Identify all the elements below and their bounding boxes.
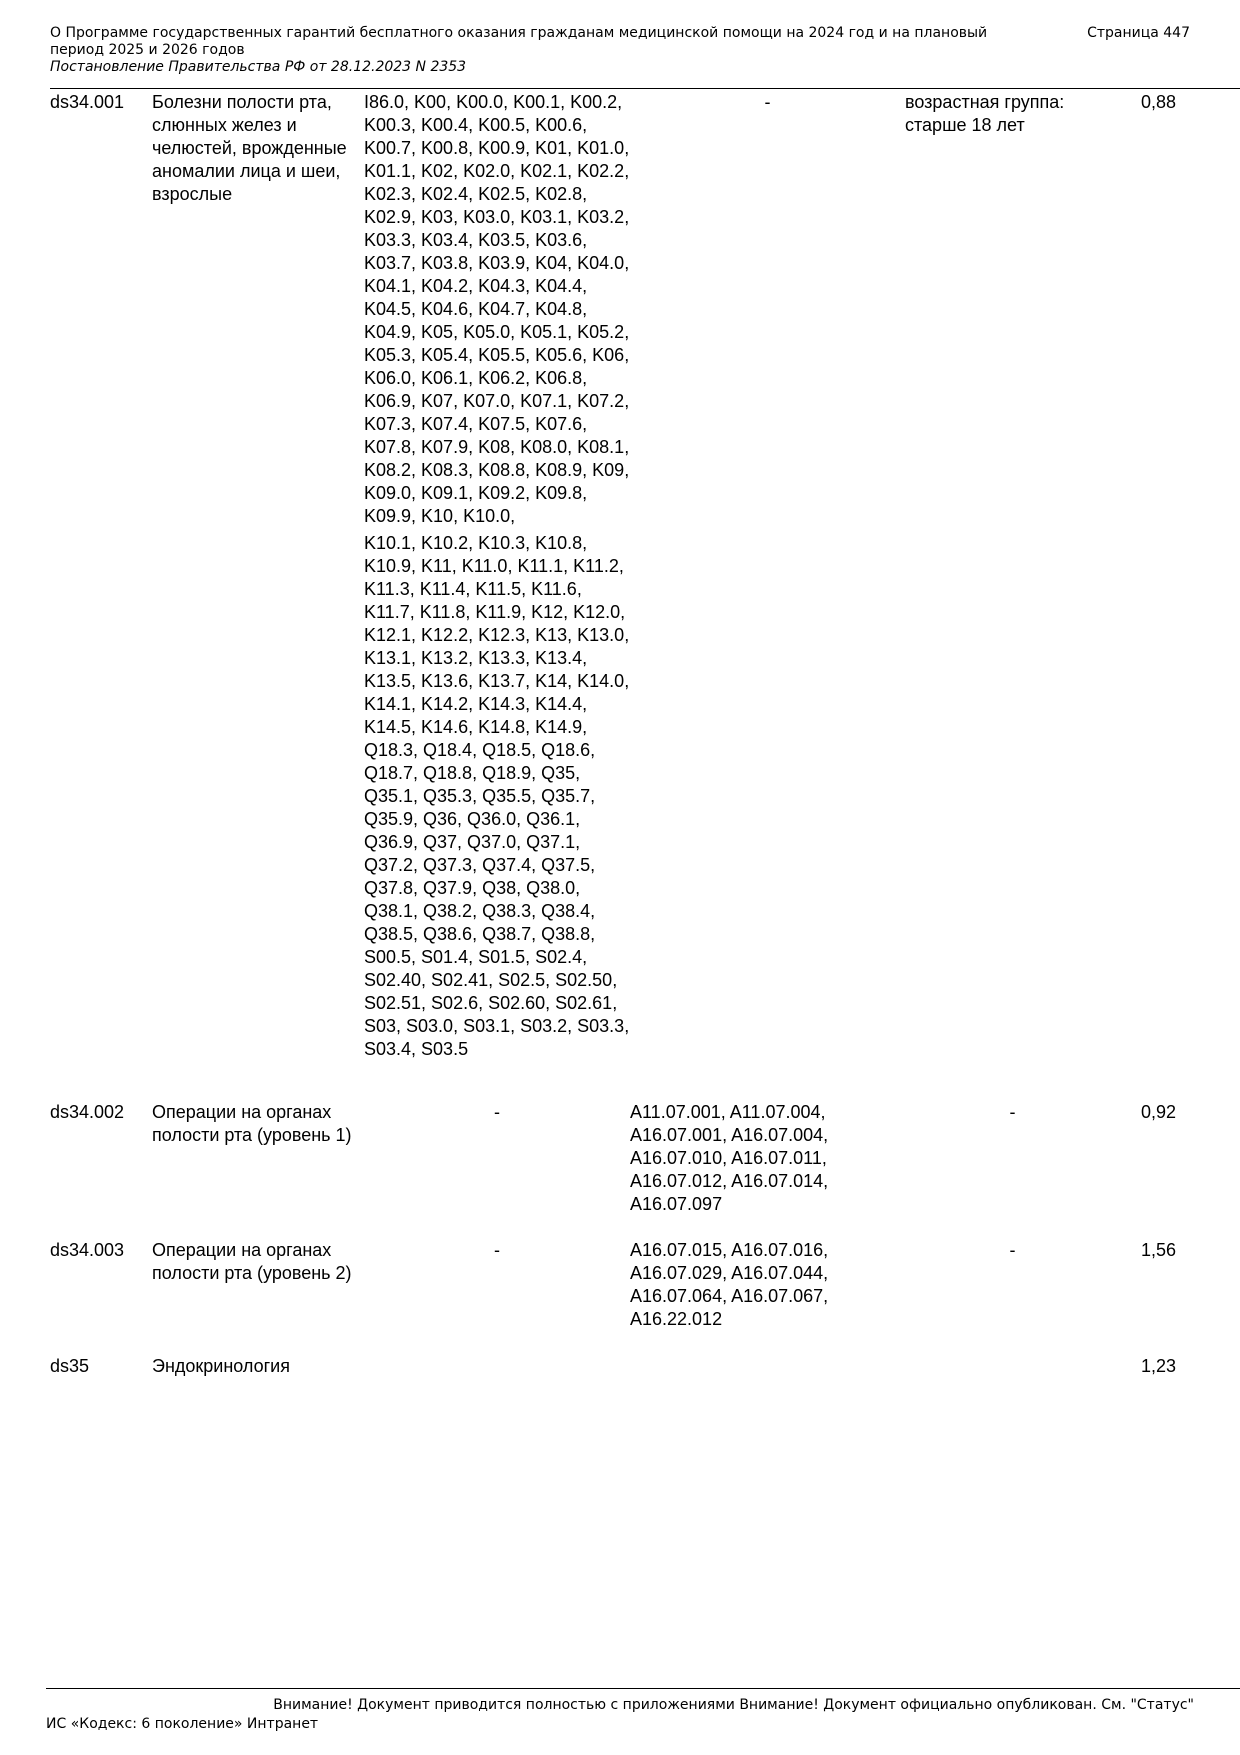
service-codes [630,1355,905,1378]
diagnosis-codes [364,91,630,1101]
document-subtitle: Постановление Правительства РФ от 28.12.2023 N 2353 [50,59,467,75]
kst-code: ds34.002 [50,1102,125,1122]
coefficient-value: 1,23 [1141,1356,1177,1376]
table-row [50,1355,1230,1378]
diagnosis-codes: - [494,1102,500,1122]
additional-criteria: - [1009,1240,1016,1260]
kst-name: Операции на органах полости рта (уровень 1) [152,1102,352,1145]
coefficient-value: 0,88 [1141,92,1177,112]
diagnosis-codes: - [494,1240,500,1260]
header-divider [50,88,1240,89]
kst-code: ds34.003 [50,1240,125,1260]
coefficient-value: 1,56 [1141,1240,1177,1260]
document-title: О Программе государственных гарантий бесплатного оказания гражданам медицинской помощи на 2024 год и на плановый период 2025 и 2026 годов [50,25,988,58]
kst-name: Эндокринология [152,1356,290,1376]
coefficient-value: 0,92 [1141,1102,1177,1122]
kst-code: ds35 [50,1356,90,1376]
service-codes: - [764,92,771,112]
kst-name: Болезни полости рта, слюнных желез и челюстей, врожденные аномалии лица и шеи, взрослые [152,92,347,204]
additional-criteria: возрастная группа: старше 18 лет [905,92,1065,135]
footer-divider [46,1688,1240,1689]
table-row [50,91,1230,1101]
additional-criteria [905,1355,1120,1378]
kst-name: Операции на органах полости рта (уровень 2) [152,1240,352,1283]
diagnosis-codes [364,1355,630,1378]
diagnosis-codes-part: I86.0, K00, K00.0, K00.1, K00.2, K00.3, K00.4, K00.5, K00.6, K00.7, K00.8, K00.9, K01, K01.0, K01.1, K02, K02.0, K02.1, K02.2, K02.3, K02.4, K02.5, K02.8, K02.9, K03, K03.0, K03.1, K03.2, K03.3, K03.4, K03.5, K03.6, K03.7, K03.8, K03.9, K04, K04.0, K04.1, K04.2, K04.3, K04.4, K04.5, K04.6, K04.7, K04.8, K04.9, K05, K05.0, K05.1, K05.2, K05.3, K05.4, K05.5, K05.6, K06, K06.0, K06.1, K06.2, K06.8, K06.9, K07, K07.0, K07.1, K07.2, K07.3, K07.4, K07.5, K07.6, K07.8, K07.9, K08, K08.0, K08.1, K08.2, K08.3, K08.8, K08.9, K09, K09.0, K09.1, K09.2, K09.8, K09.9, K10, K10.0, [364,92,630,526]
footer-notice: Внимание! Документ приводится полностью с приложениями Внимание! Документ официально опубликован. См. "Статус" [273,1697,1194,1713]
tariff-table [50,91,1230,1378]
footer-system-name: ИС «Кодекс: 6 поколение» Интранет [46,1716,319,1732]
table-row [50,1101,1230,1239]
page-number: Страница 447 [1087,25,1190,41]
service-codes: A16.07.015, A16.07.016, A16.07.029, A16.07.044, A16.07.064, A16.07.067, A16.22.012 [630,1240,829,1329]
additional-criteria: - [1009,1102,1016,1122]
page-header [50,25,1190,76]
service-codes: A11.07.001, A11.07.004, A16.07.001, A16.07.004, A16.07.010, A16.07.011, A16.07.012, A16.07.014, A16.07.097 [630,1102,829,1214]
table-row [50,1239,1230,1355]
kst-code: ds34.001 [50,92,125,112]
diagnosis-codes-part: K10.1, K10.2, K10.3, K10.8, K10.9, K11, K11.0, K11.1, K11.2, K11.3, K11.4, K11.5, K11.6, K11.7, K11.8, K11.9, K12, K12.0, K12.1, K12.2, K12.3, K13, K13.0, K13.1, K13.2, K13.3, K13.4, K13.5, K13.6, K13.7, K14, K14.0, K14.1, K14.2, K14.3, K14.4, K14.5, K14.6, K14.8, K14.9, Q18.3, Q18.4, Q18.5, Q18.6, Q18.7, Q18.8, Q18.9, Q35, Q35.1, Q35.3, Q35.5, Q35.7, Q35.9, Q36, Q36.0, Q36.1, Q36.9, Q37, Q37.0, Q37.1, Q37.2, Q37.3, Q37.4, Q37.5, Q37.8, Q37.9, Q38, Q38.0, Q38.1, Q38.2, Q38.3, Q38.4, Q38.5, Q38.6, Q38.7, Q38.8, S00.5, S01.4, S01.5, S02.4, S02.40, S02.41, S02.5, S02.50, S02.51, S02.6, S02.60, S02.61, S03, S03.0, S03.1, S03.2, S03.3, S03.4, S03.5 [364,533,630,1059]
